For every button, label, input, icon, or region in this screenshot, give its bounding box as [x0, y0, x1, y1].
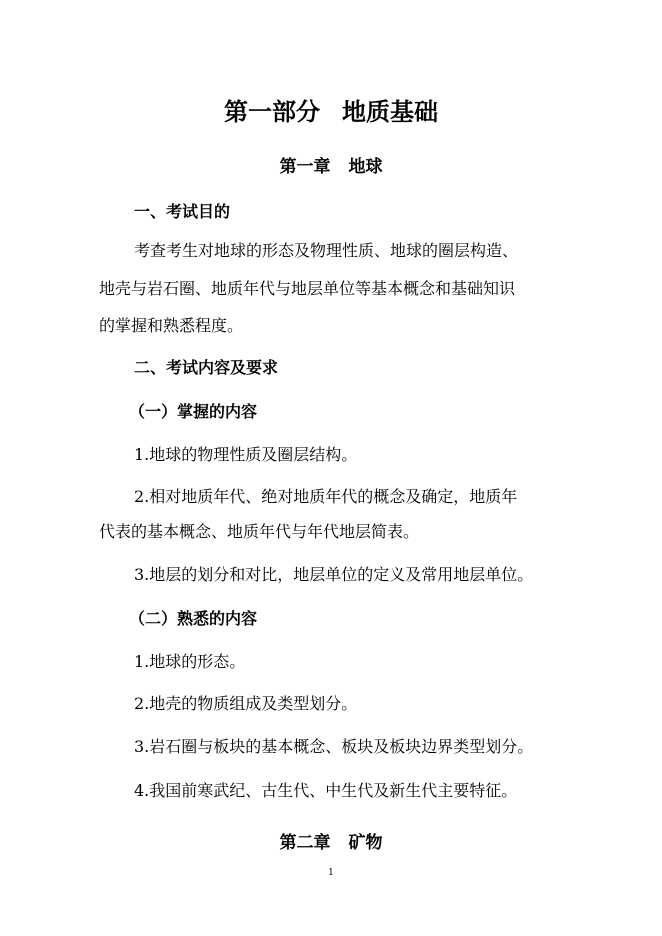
master-item-3: 3.地层的划分和对比，地层单位的定义及常用地层单位。: [134, 565, 534, 584]
chapter-1-name: 地球: [348, 157, 383, 177]
master-item-2-line-2: 代表的基本概念、地质年代与年代地层简表。: [99, 522, 420, 541]
chapter-2-title: [0, 833, 662, 853]
chapter-2-label: 第二章: [279, 833, 331, 853]
familiar-item-4: 4.我国前寒武纪、古生代、中生代及新生代主要特征。: [134, 781, 518, 800]
chapter-1-title: [0, 157, 662, 177]
purpose-line-3: 的掌握和熟悉程度。: [99, 316, 244, 335]
part-name: 地质基础: [342, 98, 438, 126]
master-item-1: 1.地球的物理性质及圈层结构。: [134, 445, 358, 464]
chapter-1-label: 第一章: [279, 157, 331, 177]
familiar-item-1: 1.地球的形态。: [134, 652, 246, 671]
part-label: 第一部分: [224, 98, 320, 126]
purpose-line-2: 地壳与岩石圈、地质年代与地层单位等基本概念和基础知识: [99, 279, 516, 298]
master-item-2-line-1: 2.相对地质年代、绝对地质年代的概念及确定，地质年: [134, 487, 518, 506]
subsection-master-heading: （一）掌握的内容: [129, 402, 258, 421]
familiar-item-3: 3.岩石圈与板块的基本概念、板块及板块边界类型划分。: [134, 737, 534, 756]
purpose-line-1: 考查考生对地球的形态及物理性质、地球的圈层构造、: [134, 241, 519, 260]
familiar-item-2: 2.地壳的物质组成及类型划分。: [134, 694, 358, 713]
subsection-familiar-heading: （二）熟悉的内容: [129, 609, 258, 628]
page-number: 1: [328, 868, 334, 878]
section-exam-content-heading: 二、考试内容及要求: [134, 358, 279, 377]
chapter-2-name: 矿物: [348, 833, 383, 853]
part-title: [0, 98, 662, 127]
section-exam-purpose-heading: 一、考试目的: [134, 202, 231, 221]
